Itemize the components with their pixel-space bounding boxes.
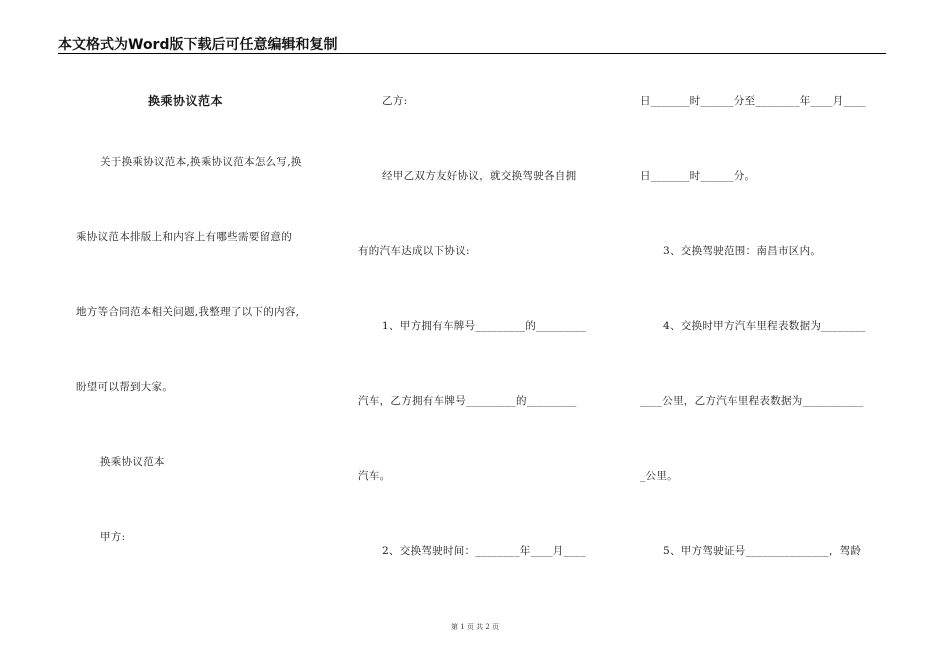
clause-line: 汽车。 xyxy=(358,470,391,482)
paragraph-line: 关于换乘协议范本,换乘协议范本怎么写,换 xyxy=(100,156,302,168)
paragraph-line: 经甲乙双方友好协议，就交换驾驶各自拥 xyxy=(382,170,577,182)
party-a-label: 甲方: xyxy=(100,531,126,543)
clause-line: ____公里，乙方汽车里程表数据为___________ xyxy=(640,395,864,407)
document-title: 换乘协议范本 xyxy=(148,94,224,108)
clause-line: 汽车，乙方拥有车牌号_________的_________ xyxy=(358,395,577,407)
paragraph-line: 乘协议范本排版上和内容上有哪些需要留意的 xyxy=(76,231,292,243)
party-b-label: 乙方: xyxy=(382,95,408,107)
section-heading: 换乘协议范本 xyxy=(100,456,165,468)
document-header: 本文格式为Word版下载后可任意编辑和复制 xyxy=(58,37,338,53)
page-number: 第 1 页 共 2 页 xyxy=(450,623,500,631)
clause-line: 3、交换驾驶范围：南昌市区内。 xyxy=(663,245,822,257)
clause-line: 日_______时______分。 xyxy=(640,170,756,182)
paragraph-line: 盼望可以帮到大家。 xyxy=(76,381,174,393)
clause-line: 1、甲方拥有车牌号_________的_________ xyxy=(382,320,587,332)
clause-line: 2、交换驾驶时间：________年____月____ xyxy=(382,545,586,557)
clause-line: 日_______时______分至________年____月____ xyxy=(640,95,866,107)
clause-line: 4、交换时甲方汽车里程表数据为________ xyxy=(663,320,866,332)
header-rule xyxy=(58,53,886,54)
clause-line: 5、甲方驾驶证号_______________，驾龄 xyxy=(663,545,862,557)
paragraph-line: 有的汽车达成以下协议: xyxy=(358,245,470,257)
clause-line: _公里。 xyxy=(640,470,678,482)
paragraph-line: 地方等合同范本相关问题,我整理了以下的内容, xyxy=(76,306,300,318)
